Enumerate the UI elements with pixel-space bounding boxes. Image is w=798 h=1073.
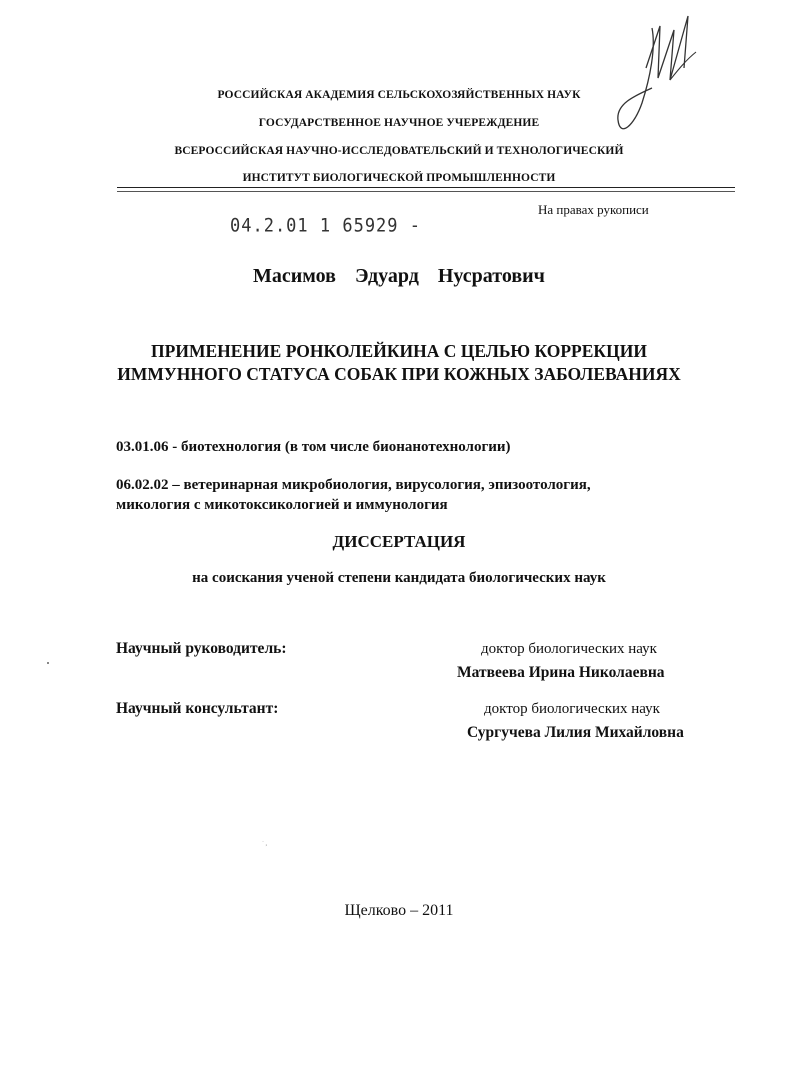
institution-line-2: ГОСУДАРСТВЕННОЕ НАУЧНОЕ УЧЕРЕЖДЕНИЕ xyxy=(258,117,540,129)
title-line-2: ИММУННОГО СТАТУСА СОБАК ПРИ КОЖНЫХ ЗАБОЛЕВАНИЯХ xyxy=(117,364,681,384)
specialty-2 xyxy=(116,475,591,515)
registration-number: 04.2.01 1 65929 - xyxy=(230,215,421,237)
author-name: Масимов Эдуард Нусратович xyxy=(253,265,545,287)
consultant-rank: доктор биологических наук xyxy=(484,701,660,717)
dissertation-title xyxy=(0,340,798,386)
signature-icon xyxy=(612,8,702,136)
specialty-1: 03.01.06 - биотехнология (в том числе бионанотехнологии) xyxy=(116,439,511,455)
specialty-2-line-1: 06.02.02 – ветеринарная микробиология, вирусология, эпизоотология, xyxy=(116,477,591,493)
institution-line-3: ВСЕРОССИЙСКАЯ НАУЧНО-ИССЛЕДОВАТЕЛЬСКИЙ И ТЕХНОЛОГИЧЕСКИЙ xyxy=(174,145,624,157)
city-year: Щелково – 2011 xyxy=(344,902,454,919)
degree-statement: на соискания ученой степени кандидата биологических наук xyxy=(192,570,606,586)
institution-line-1: РОССИЙСКАЯ АКАДЕМИЯ СЕЛЬСКОХОЗЯЙСТВЕННЫХ НАУК xyxy=(217,89,581,101)
header-divider-thin xyxy=(117,191,735,192)
consultant-name: Сургучева Лилия Михайловна xyxy=(467,724,684,741)
specialty-2-line-2: микология с микотоксикологией и иммунология xyxy=(116,497,448,513)
scan-mark: ˙ , xyxy=(262,841,267,847)
scan-speck xyxy=(47,662,49,664)
header-divider xyxy=(117,187,735,188)
supervisor-rank: доктор биологических наук xyxy=(481,641,657,657)
institution-line-4: ИНСТИТУТ БИОЛОГИЧЕСКОЙ ПРОМЫШЛЕННОСТИ xyxy=(242,172,556,184)
manuscript-note: На правах рукописи xyxy=(538,202,649,217)
supervisor-label: Научный руководитель: xyxy=(116,640,287,657)
document-type: ДИССЕРТАЦИЯ xyxy=(332,532,466,551)
title-line-1: ПРИМЕНЕНИЕ РОНКОЛЕЙКИНА С ЦЕЛЬЮ КОРРЕКЦИИ xyxy=(151,341,647,361)
consultant-label: Научный консультант: xyxy=(116,700,279,717)
supervisor-name: Матвеева Ирина Николаевна xyxy=(457,664,665,681)
